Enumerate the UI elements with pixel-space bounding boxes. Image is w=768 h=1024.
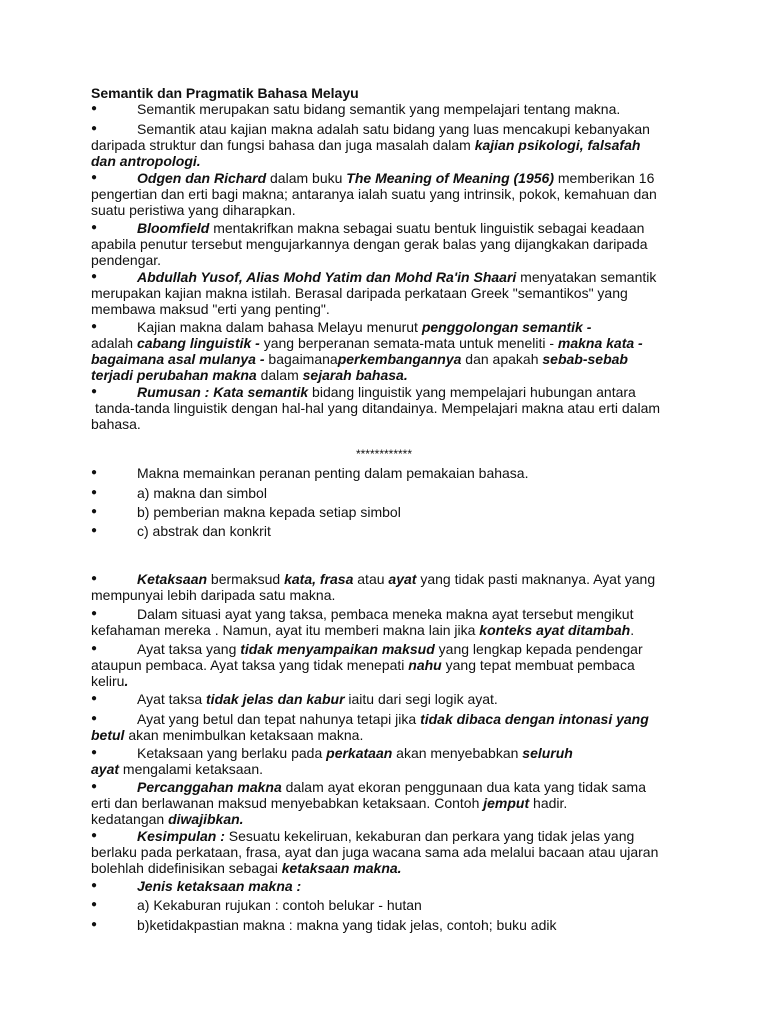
body-text: erti dan berlawanan maksud menyebabkan ketaksaan. Contoh [91,795,484,811]
list-item [91,878,681,894]
text-line [91,745,681,761]
emphasis-text: makna kata - [557,335,643,351]
body-text: tanda-tanda linguistik dengan hal-hal yang ditandainya. Mempelajari makna atau erti dalam [95,400,661,416]
emphasis-text: betul [91,727,125,743]
bullet-icon [91,571,101,587]
bullet-icon [91,269,101,285]
list-item [91,384,681,432]
emphasis-text: dan antropologi. [91,153,201,169]
text-line [91,828,681,844]
list-item [91,745,681,777]
body-text: c) abstrak dan konkrit [137,523,271,539]
text-line [91,641,681,657]
emphasis-text: konteks ayat ditambah [479,622,631,638]
body-text: berlaku pada perkataan, frasa, ayat dan juga wacana sama ada melalui bacaan atau ujaran [91,844,659,860]
bullet-icon [91,384,101,400]
body-text: mempunyai lebih daripada satu makna. [91,587,336,603]
text-line [91,416,681,432]
bullet-icon [91,121,101,137]
text-line [91,897,681,913]
body-text: Semantik atau kajian makna adalah satu bidang yang luas mencakupi kebanyakan [137,121,650,137]
text-line [91,335,681,351]
list-item [91,121,681,169]
body-text: ataupun pembaca. Ayat taksa yang tidak menepati [91,657,409,673]
body-text: mengalami ketaksaan. [119,761,263,777]
emphasis-text: Jenis ketaksaan makna : [137,878,302,894]
text-line [91,236,681,252]
bullet-icon [91,745,101,761]
body-text: Ayat taksa yang [137,641,241,657]
bullet-icon [91,828,101,844]
body-text: bagaimana [264,351,338,367]
text-line [91,691,681,707]
text-line [91,523,681,539]
body-text: yang tepat membuat pembaca [441,657,635,673]
text-line [91,186,681,202]
body-text: yang lengkap kepada pendengar [434,641,643,657]
emphasis-text: The Meaning of Meaning (1956) [346,170,554,186]
text-line [91,485,681,501]
body-text: bolehlah didefinisikan sebagai [91,860,282,876]
body-text: dalam buku [266,170,347,186]
bullet-icon [91,878,101,894]
text-line [91,153,681,169]
list-item [91,485,681,501]
bullet-icon [91,641,101,657]
bullet-icon [91,523,101,539]
emphasis-text: . [124,673,129,689]
list-item [91,691,681,707]
body-text: atau [353,571,389,587]
text-line [91,917,681,933]
bullet-icon [91,485,101,501]
body-text: dalam ayat ekoran penggunaan dua kata yang tidak sama [281,779,646,795]
body-text: kedatangan [91,811,169,827]
text-line [91,384,681,400]
list-item [91,711,681,743]
body-text: akan menyebabkan [392,745,523,761]
emphasis-text: penggolongan semantik - [421,319,592,335]
text-line [91,465,681,481]
emphasis-text: ayat [91,761,120,777]
text-line [91,673,681,689]
bullet-icon [91,897,101,913]
body-text: Kajian makna dalam bahasa Melayu menurut [137,319,422,335]
body-text: apabila penutur tersebut mengujarkannya dengan gerak balas yang dijangkakan daripada [91,236,648,252]
bullet-icon [91,917,101,933]
emphasis-text: tidak jelas dan kabur [206,691,345,707]
bullet-icon [91,220,101,236]
body-text: pengertian dan erti bagi makna; antaranya ialah suatu yang intrinsik, pokok, kemahuan dan [91,186,657,202]
body-text: b)ketidakpastian makna : makna yang tidak jelas, contoh; buku adik [137,917,557,933]
emphasis-text: perkataan [326,745,393,761]
emphasis-text: cabang linguistik - [136,335,260,351]
list-item [91,504,681,520]
text-line [91,878,681,894]
list-item [91,220,681,268]
document-title: Semantik dan Pragmatik Bahasa Melayu [91,85,359,101]
list-item [91,571,681,603]
text-line [91,504,681,520]
text-line [91,779,681,795]
text-line [91,657,681,673]
body-text: menyatakan semantik [516,269,657,285]
text-line [91,220,681,236]
emphasis-text: Bloomfield [137,220,210,236]
emphasis-text: ayat [388,571,417,587]
body-text: yang tidak pasti maknanya. Ayat yang [416,571,656,587]
bullet-icon [91,711,101,727]
body-text: pendengar. [91,252,162,268]
emphasis-text: diwajibkan. [168,811,244,827]
emphasis-text: kata, frasa [284,571,354,587]
emphasis-text: terjadi perubahan makna [91,367,257,383]
list-item [91,779,681,827]
list-item [91,269,681,317]
list-item [91,101,681,117]
text-line [91,711,681,727]
text-line [91,202,681,218]
text-line [91,727,681,743]
body-text: dan apakah [461,351,543,367]
bullet-icon [91,779,101,795]
body-text: akan menimbulkan ketaksaan makna. [124,727,364,743]
text-line [91,170,681,186]
list-item [91,523,681,539]
bullet-icon [91,319,101,335]
body-text: . [630,622,635,638]
body-text: suatu peristiwa yang diharapkan. [91,202,296,218]
body-text: mentakrifkan makna sebagai suatu bentuk linguistik sebagai keadaan [209,220,645,236]
text-line [91,571,681,587]
bullet-icon [91,465,101,481]
text-line [91,811,681,827]
emphasis-text: jemput [483,795,530,811]
bullet-icon [91,101,101,117]
text-line [91,101,681,117]
emphasis-text: sejarah bahasa. [302,367,408,383]
emphasis-text: tidak dibaca dengan intonasi yang [420,711,649,727]
body-text: merupakan kajian makna istilah. Berasal daripada perkataan Greek "semantikos" yang [91,285,628,301]
body-text: Ketaksaan yang berlaku pada [137,745,327,761]
text-line [91,269,681,285]
list-item [91,641,681,689]
emphasis-text: nahu [408,657,442,673]
body-text: bermaksud [207,571,285,587]
list-item [91,606,681,638]
text-line [91,252,681,268]
body-text: memberikan 16 [554,170,655,186]
emphasis-text: seluruh [522,745,573,761]
body-text: Dalam situasi ayat yang taksa, pembaca meneka makna ayat tersebut mengikut [137,606,634,622]
bullet-icon [91,606,101,622]
text-line [91,367,681,383]
text-line [91,400,681,416]
text-line [91,622,681,638]
body-text: Ayat yang betul dan tepat nahunya tetapi jika [137,711,421,727]
body-text: hadir. [529,795,568,811]
body-text: Sesuatu kekeliruan, kekaburan dan perkara yang tidak jelas yang [224,828,635,844]
body-text: Ayat taksa [137,691,207,707]
body-text: iaitu dari segi logik ayat. [344,691,498,707]
text-line [91,301,681,317]
list-item [91,897,681,913]
bullet-icon [91,170,101,186]
body-text: yang berperanan semata-mata untuk meneliti - [259,335,558,351]
body-text: keliru [91,673,125,689]
body-text: dalam [256,367,303,383]
body-text: bahasa. [91,416,141,432]
body-text: a) Kekaburan rujukan : contoh belukar - hutan [137,897,422,913]
body-text: a) makna dan simbol [137,485,267,501]
text-line [91,319,681,335]
text-line [91,606,681,622]
text-line [91,860,681,876]
emphasis-text: Rumusan : Kata semantik [137,384,309,400]
emphasis-text: Percanggahan makna [137,779,282,795]
list-item [91,170,681,218]
text-line [91,285,681,301]
body-text: adalah [91,335,137,351]
text-line [91,137,681,153]
text-line [91,587,681,603]
body-text: membawa maksud "erti yang penting". [91,301,330,317]
emphasis-text: bagaimana asal mulanya - [91,351,265,367]
list-item [91,465,681,481]
emphasis-text: Ketaksaan [137,571,208,587]
text-line [91,761,681,777]
emphasis-text: Kesimpulan : [137,828,225,844]
body-text: Semantik merupakan satu bidang semantik yang mempelajari tentang makna. [137,101,621,117]
emphasis-text: perkembangannya [337,351,462,367]
bullet-icon [91,691,101,707]
body-text: daripada struktur dan fungsi bahasa dan juga masalah dalam [91,137,475,153]
list-item [91,319,681,383]
text-line [91,121,681,137]
body-text: b) pemberian makna kepada setiap simbol [137,504,401,520]
text-line [91,351,681,367]
emphasis-text: tidak menyampaikan maksud [240,641,435,657]
body-text: kefahaman mereka . Namun, ayat itu memberi makna lain jika [91,622,480,638]
text-line [91,844,681,860]
body-text: bidang linguistik yang mempelajari hubungan antara [308,384,636,400]
emphasis-text: kajian psikologi, falsafah [474,137,641,153]
list-item [91,828,681,876]
emphasis-text: Odgen dan Richard [137,170,267,186]
emphasis-text: Abdullah Yusof, Alias Mohd Yatim dan Mohd Ra'in Shaari [137,269,517,285]
list-item [91,917,681,933]
section-separator: ************ [355,447,413,461]
emphasis-text: ketaksaan makna. [281,860,402,876]
emphasis-text: sebab-sebab [542,351,628,367]
bullet-icon [91,504,101,520]
body-text: Makna memainkan peranan penting dalam pemakaian bahasa. [137,465,529,481]
text-line [91,795,681,811]
